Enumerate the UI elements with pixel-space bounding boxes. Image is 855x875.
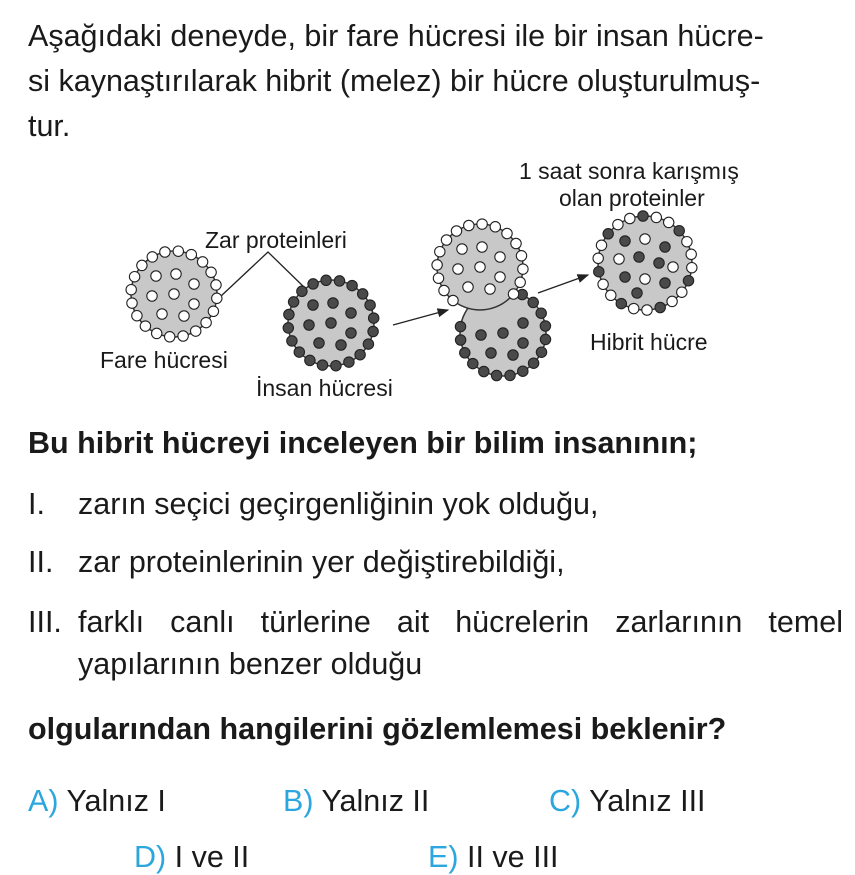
insan-protein (314, 338, 324, 348)
fare-protein (457, 244, 467, 254)
insan-protein (479, 366, 489, 376)
option-c[interactable] (549, 784, 706, 819)
insan-protein (540, 321, 550, 331)
fare-protein (453, 264, 463, 274)
hibrit-protein (614, 254, 624, 264)
hibrit-protein (616, 298, 626, 308)
fare-protein (433, 273, 443, 283)
hibrit-protein (660, 278, 670, 288)
option-text: Yalnız II (321, 784, 430, 818)
fare-protein (147, 252, 157, 262)
insan-protein (355, 350, 365, 360)
insan-protein (491, 370, 501, 380)
hibrit-protein (677, 287, 687, 297)
fare-protein (212, 293, 222, 303)
insan-protein (328, 298, 338, 308)
insan-protein (287, 336, 297, 346)
hibrit-protein (596, 240, 606, 250)
insan-protein (305, 355, 315, 365)
fare-protein (208, 306, 218, 316)
fare-protein (515, 277, 525, 287)
fare-protein (435, 247, 445, 257)
insan-protein (336, 340, 346, 350)
fare-protein (511, 238, 521, 248)
insan-protein (331, 361, 341, 371)
fare-protein (157, 309, 167, 319)
fare-protein (211, 280, 221, 290)
fare-protein (132, 311, 142, 321)
insan-protein (358, 289, 368, 299)
insan-protein (346, 328, 356, 338)
option-letter: D) (134, 840, 167, 874)
insan-protein (297, 286, 307, 296)
option-e[interactable] (428, 840, 559, 875)
fare-protein (191, 326, 201, 336)
fare-protein (518, 264, 528, 274)
hibrit-protein (598, 279, 608, 289)
fare-protein (477, 242, 487, 252)
fare-protein (463, 282, 473, 292)
insan-protein (346, 308, 356, 318)
option-d[interactable] (134, 840, 249, 875)
option-text: II ve III (466, 840, 559, 874)
hibrit-protein (687, 263, 697, 273)
statement-number: I. (28, 487, 45, 521)
insan-protein (455, 321, 465, 331)
fare-protein (477, 219, 487, 229)
hibrit-protein (640, 274, 650, 284)
insan-protein (317, 360, 327, 370)
fare-protein (441, 235, 451, 245)
intro-line: Aşağıdaki deneyde, bir fare hücresi ile bir insan hücre- (28, 19, 764, 53)
insan-protein (455, 335, 465, 345)
label-fare-hucresi: Fare hücresi (100, 347, 228, 373)
hibrit-protein (642, 305, 652, 315)
fare-protein (475, 262, 485, 272)
statement-text: farklı canlı türlerine ait hücrelerin zarlarının temel (78, 605, 843, 639)
hibrit-protein (638, 211, 648, 221)
insan-protein (304, 320, 314, 330)
insan-protein (294, 347, 304, 357)
insan-protein (344, 357, 354, 367)
fare-protein (152, 328, 162, 338)
insan-protein (536, 308, 546, 318)
fare-protein (502, 228, 512, 238)
statement-number: III. (28, 605, 62, 639)
insan-protein (540, 334, 550, 344)
option-text: Yalnız I (66, 784, 166, 818)
fare-protein (495, 252, 505, 262)
insan-protein (326, 318, 336, 328)
fusion-arrow (393, 310, 448, 325)
fare-protein (201, 317, 211, 327)
hibrit-protein (674, 226, 684, 236)
fare-protein (495, 272, 505, 282)
question-lead: Bu hibrit hücreyi inceleyen bir bilim insanının; (28, 426, 698, 460)
fare-protein (129, 272, 139, 282)
fare-protein (490, 222, 500, 232)
label-mixed-proteins-line1: 1 saat sonra karışmış (519, 158, 739, 184)
fare-protein (165, 332, 175, 342)
fare-protein (173, 246, 183, 256)
hibrit-protein (660, 242, 670, 252)
fare-protein (485, 284, 495, 294)
hibrit-protein (654, 258, 664, 268)
insan-protein (308, 279, 318, 289)
fare-protein (516, 251, 526, 261)
fare-protein (160, 247, 170, 257)
fare-protein (189, 299, 199, 309)
statement-text: zarın seçici geçirgenliğinin yok olduğu, (78, 487, 599, 521)
option-letter: B) (283, 784, 314, 818)
insan-protein (505, 370, 515, 380)
option-letter: E) (428, 840, 459, 874)
insan-protein (365, 300, 375, 310)
fare-protein (206, 267, 216, 277)
insan-protein (476, 330, 486, 340)
question-stem: olgularından hangilerini gözlemlemesi beklenir? (28, 712, 727, 746)
label-zar-proteinleri: Zar proteinleri (205, 227, 347, 253)
hibrit-protein (668, 262, 678, 272)
hibrit-protein (667, 296, 677, 306)
insan-protein (288, 297, 298, 307)
fare-protein (126, 285, 136, 295)
label-hibrit-hucre: Hibrit hücre (590, 329, 708, 355)
hibrit-protein (593, 253, 603, 263)
hibrit-protein (613, 219, 623, 229)
hibrit-protein (632, 288, 642, 298)
fare-protein (140, 321, 150, 331)
fare-protein (137, 260, 147, 270)
hibrit-protein (625, 213, 635, 223)
statement-text: yapılarının benzer olduğu (78, 647, 423, 681)
option-b[interactable] (283, 784, 429, 819)
statement-text: zar proteinlerinin yer değiştirebildiği, (78, 545, 565, 579)
hibrit-protein (620, 272, 630, 282)
label-mixed-proteins-line2: olan proteinler (559, 185, 705, 211)
fare-protein (464, 220, 474, 230)
option-a[interactable] (28, 784, 166, 819)
hibrit-protein (629, 303, 639, 313)
intro-line: tur. (28, 109, 71, 143)
hibrit-protein (682, 237, 692, 247)
fare-protein (169, 289, 179, 299)
insan-protein (363, 339, 373, 349)
insan-protein (508, 350, 518, 360)
label-insan-hucresi: İnsan hücresi (256, 375, 393, 401)
fare-protein (432, 260, 442, 270)
fare-protein (171, 269, 181, 279)
hibrit-protein (620, 236, 630, 246)
hibrit-protein (651, 212, 661, 222)
zar-pointer-lines (220, 252, 307, 297)
hibrit-protein (683, 276, 693, 286)
mixing-arrow (538, 275, 588, 293)
fare-protein (451, 226, 461, 236)
insan-protein (368, 326, 378, 336)
insan-protein (321, 275, 331, 285)
hibrit-protein (664, 217, 674, 227)
fare-protein (147, 291, 157, 301)
insan-protein (460, 348, 470, 358)
insan-protein (486, 348, 496, 358)
fare-protein (197, 257, 207, 267)
insan-protein (283, 323, 293, 333)
cell-fusion-figure (0, 150, 855, 415)
fare-protein (151, 271, 161, 281)
option-text: Yalnız III (589, 784, 706, 818)
insan-protein (308, 300, 318, 310)
insan-protein (518, 338, 528, 348)
insan-protein (528, 358, 538, 368)
insan-protein (284, 309, 294, 319)
fare-protein (439, 285, 449, 295)
option-letter: A) (28, 784, 59, 818)
fare-protein (448, 295, 458, 305)
insan-protein (498, 328, 508, 338)
hibrit-protein (640, 234, 650, 244)
hibrit-protein (686, 249, 696, 259)
insan-protein (334, 276, 344, 286)
insan-protein (528, 297, 538, 307)
fare-protein (178, 331, 188, 341)
statement-number: II. (28, 545, 54, 579)
fare-protein (179, 311, 189, 321)
insan-protein (347, 280, 357, 290)
hibrit-protein (634, 252, 644, 262)
intro-line: si kaynaştırılarak hibrit (melez) bir hücre oluşturulmuş- (28, 64, 761, 98)
insan-protein (518, 366, 528, 376)
hibrit-protein (606, 290, 616, 300)
hibrit-protein (655, 302, 665, 312)
fare-protein (508, 289, 518, 299)
intro-paragraph (28, 14, 843, 149)
insan-protein (536, 347, 546, 357)
insan-protein (518, 318, 528, 328)
fare-protein (189, 279, 199, 289)
fare-protein (186, 249, 196, 259)
option-letter: C) (549, 784, 582, 818)
fare-protein (127, 298, 137, 308)
option-text: I ve II (174, 840, 250, 874)
insan-protein (369, 313, 379, 323)
insan-protein (468, 358, 478, 368)
hibrit-protein (594, 267, 604, 277)
hibrit-protein (603, 229, 613, 239)
